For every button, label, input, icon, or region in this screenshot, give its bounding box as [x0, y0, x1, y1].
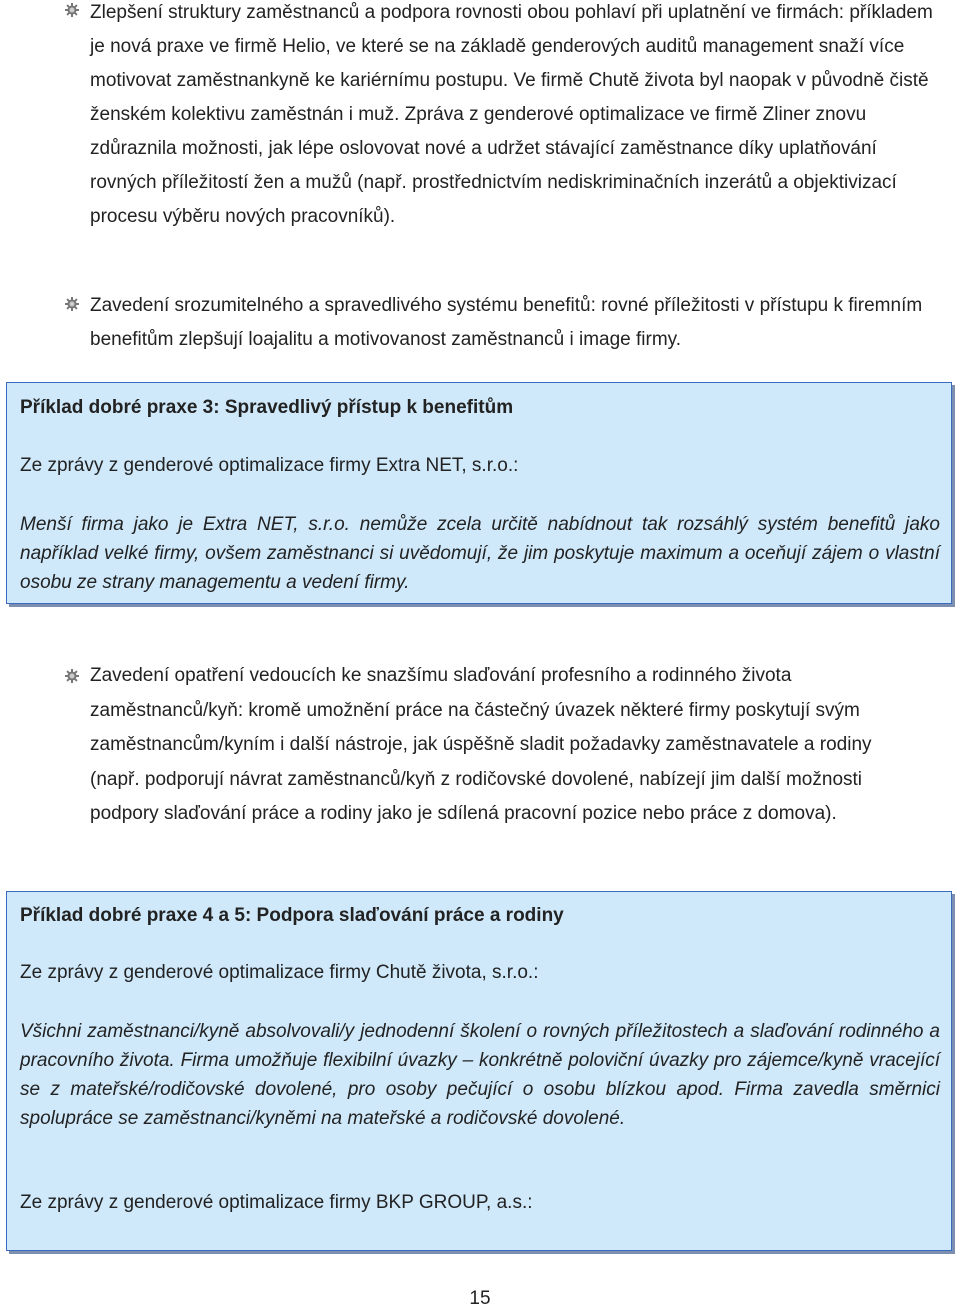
bullet-paragraph: Zavedení srozumitelného a spravedlivého systému benefitů: rovné příležitosti v přístupu k firemním benefitům zlepšují loajalitu a motivovanost zaměstnanců i image firmy. [90, 295, 923, 350]
box-body: Menší firma jako je Extra NET, s.r.o. nemůže zcela určitě nabídnout tak rozsáhlý systém benefitů jako například velké firmy, ovšem zaměstnanci si uvědomují, že jim poskytuje maximum a oceňují zájem o vlastní osobu ze strany managementu a vedení firmy. [20, 514, 940, 593]
gear-bullet-icon [64, 2, 80, 18]
gear-bullet-icon [64, 668, 80, 684]
box-source: Ze zprávy z genderové optimalizace firmy BKP GROUP, a.s.: [20, 1192, 533, 1213]
bullet-paragraph: Zlepšení struktury zaměstnanců a podpora rovnosti obou pohlaví při uplatnění ve firmách: příkladem je nová praxe ve firmě Helio, ve které se na základě genderových auditů management snaží více motivovat zaměstnankyně ke kariérnímu postupu. Ve firmě Chutě života byl naopak v původně čistě ženském kolektivu zaměstnán i muž. Zpráva z genderové optimalizace ve firmě Zliner znovu zdůraznila možnosti, jak lépe oslovovat nové a udržet stávající zaměstnance díky uplatňování rovných příležitostí žen a mužů (např. prostřednictvím nediskriminačních inzerátů a objektivizací procesu výběru nových pracovníků). [90, 2, 933, 227]
box-body: Všichni zaměstnanci/kyně absolvovali/y jednodenní školení o rovných příležitostech a slaďování rodinného a pracovního života. Firma umožňuje flexibilní úvazky – konkrétně poloviční úvazky pro zájemce/kyně vracející se z mateřské/rodičovské dovolené, pro osoby pečující o osobu blízkou apod. Firma zavedla směrnici spolupráce se zaměstnanci/kyněmi na mateřské a rodičovské dovolené. [20, 1021, 940, 1129]
box-title: Příklad dobré praxe 4 a 5: Podpora slaďování práce a rodiny [20, 905, 564, 926]
bullet-paragraph: Zavedení opatření vedoucích ke snazšímu slaďování profesního a rodinného života zaměstnanců/kyň: kromě umožnění práce na částečný úvazek některé firmy poskytují svým zaměstnancům/kyním i další nástroje, jak úspěšně sladit požadavky zaměstnavatele a rodiny (např. podporují návrat zaměstnanců/kyň z rodičovské dovolené, nabízejí jim další možnosti podpory slaďování práce a rodiny jako je sdílená pracovní pozice nebo práce z domova). [90, 665, 872, 824]
box-title: Příklad dobré praxe 3: Spravedlivý přístup k benefitům [20, 397, 514, 418]
good-practice-box [6, 382, 952, 604]
box-source: Ze zprávy z genderové optimalizace firmy Extra NET, s.r.o.: [20, 455, 519, 476]
box-source: Ze zprávy z genderové optimalizace firmy Chutě života, s.r.o.: [20, 962, 539, 983]
good-practice-box [6, 891, 952, 1251]
gear-bullet-icon [64, 296, 80, 312]
page-number: 15 [469, 1288, 491, 1309]
